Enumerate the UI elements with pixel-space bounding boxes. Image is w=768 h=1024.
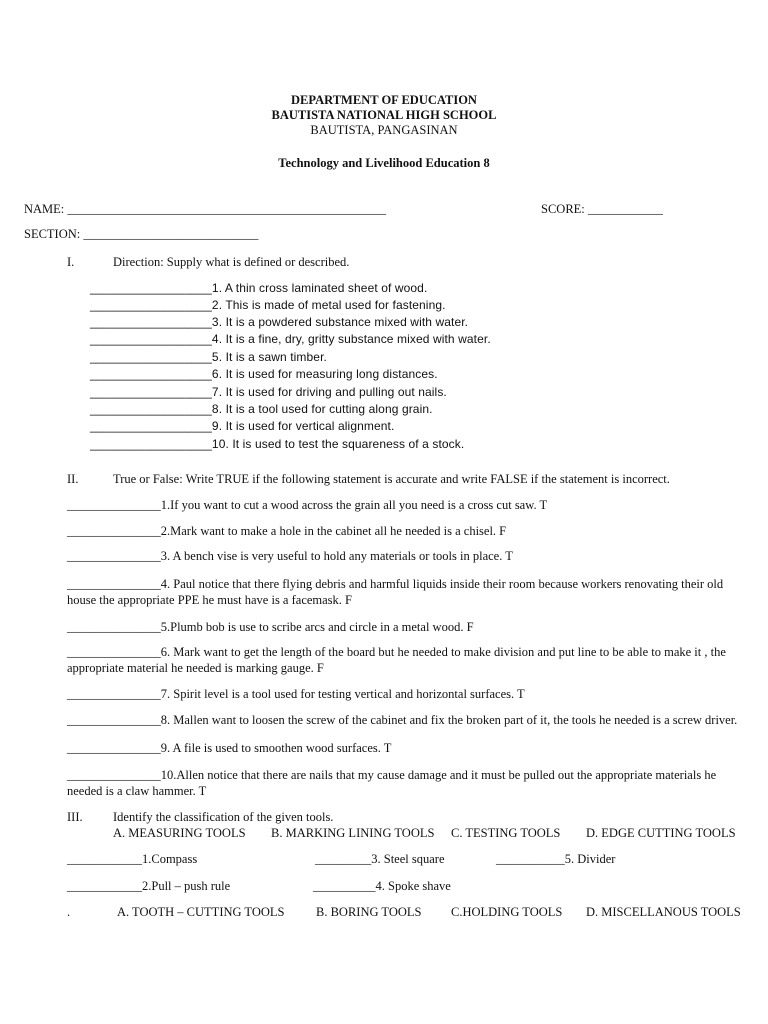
part3-item: ____________1.Compass bbox=[67, 852, 198, 866]
part1-item: __________________4. It is a fine, dry, gritty substance mixed with water. bbox=[90, 332, 491, 346]
part2-item: _______________2.Mark want to make a hole in the cabinet all he needed is a chisel. F bbox=[67, 524, 507, 538]
part1-item: __________________3. It is a powdered substance mixed with water. bbox=[90, 315, 469, 329]
part2-item: _______________1.If you want to cut a wood across the grain all you need is a cross cut saw. T bbox=[67, 498, 548, 512]
part3-choice: D. MISCELLANOUS TOOLS bbox=[586, 905, 741, 919]
part1-item: __________________7. It is used for driving and pulling out nails. bbox=[90, 385, 447, 399]
subject-title: Technology and Livelihood Education 8 bbox=[278, 156, 490, 170]
part3-item: ____________2.Pull – push rule bbox=[67, 879, 231, 893]
part2-item: _______________5.Plumb bob is use to scribe arcs and circle in a metal wood. F bbox=[67, 620, 474, 634]
part1-item: __________________5. It is a sawn timber. bbox=[90, 350, 327, 364]
part3-choice: A. TOOTH – CUTTING TOOLS bbox=[117, 905, 285, 919]
school-location: BAUTISTA, PANGASINAN bbox=[310, 123, 458, 137]
part1-direction: Direction: Supply what is defined or described. bbox=[113, 255, 350, 269]
part2-item: _______________3. A bench vise is very useful to hold any materials or tools in place. T bbox=[67, 549, 513, 563]
part1-item: __________________10. It is used to test the squareness of a stock. bbox=[90, 437, 465, 451]
part3-direction: Identify the classification of the given tools. bbox=[113, 810, 334, 824]
part2-item: _______________6. Mark want to get the length of the board but he needed to make division and put line to be able to make it , the appropriate material he needed is marking gauge. F bbox=[67, 645, 726, 675]
part3-choice: A. MEASURING TOOLS bbox=[113, 826, 246, 840]
part3-choice: C.HOLDING TOOLS bbox=[451, 905, 563, 919]
part1-item: __________________1. A thin cross laminated sheet of wood. bbox=[90, 281, 428, 295]
part3-choice: B. MARKING LINING TOOLS bbox=[271, 826, 435, 840]
part1-item: __________________6. It is used for measuring long distances. bbox=[90, 367, 438, 381]
part2-item: _______________4. Paul notice that there flying debris and harmful liquids inside their room because workers renovating their old house the appropriate PPE he must have is a facemask. F bbox=[67, 577, 724, 607]
part2-item: _______________9. A file is used to smoothen wood surfaces. T bbox=[67, 741, 392, 755]
part1-numeral: I. bbox=[67, 255, 75, 269]
part2-item: _______________10.Allen notice that there are nails that my cause damage and it must be pulled out the appropriate materials he needed is a claw hammer. T bbox=[67, 768, 717, 798]
part2-numeral: II. bbox=[67, 472, 79, 486]
bullet-dot: . bbox=[67, 905, 71, 919]
part2-item: _______________7. Spirit level is a tool used for testing vertical and horizontal surfaces. T bbox=[67, 687, 525, 701]
name-field: NAME: ___________________________________________________ bbox=[24, 202, 387, 216]
school-name: BAUTISTA NATIONAL HIGH SCHOOL bbox=[271, 108, 497, 122]
part1-item: __________________9. It is used for vertical alignment. bbox=[90, 419, 395, 433]
part3-choice: D. EDGE CUTTING TOOLS bbox=[586, 826, 736, 840]
section-field: SECTION: ____________________________ bbox=[24, 227, 259, 241]
score-field: SCORE: ____________ bbox=[541, 202, 663, 216]
part2-direction: True or False: Write TRUE if the following statement is accurate and write FALSE if the statement is incorrect. bbox=[113, 472, 670, 486]
part1-item: __________________8. It is a tool used for cutting along grain. bbox=[90, 402, 433, 416]
part2-item: _______________8. Mallen want to loosen the screw of the cabinet and fix the broken part of it, the tools he needed is a screw driver. bbox=[67, 713, 738, 727]
part3-numeral: III. bbox=[67, 810, 83, 824]
part3-item: __________4. Spoke shave bbox=[313, 879, 451, 893]
part3-item: ___________5. Divider bbox=[496, 852, 616, 866]
part3-choice: C. TESTING TOOLS bbox=[451, 826, 561, 840]
part3-choice: B. BORING TOOLS bbox=[316, 905, 422, 919]
part1-item: __________________2. This is made of metal used for fastening. bbox=[90, 298, 446, 312]
school-department: DEPARTMENT OF EDUCATION bbox=[291, 93, 477, 107]
part3-item: _________3. Steel square bbox=[315, 852, 445, 866]
